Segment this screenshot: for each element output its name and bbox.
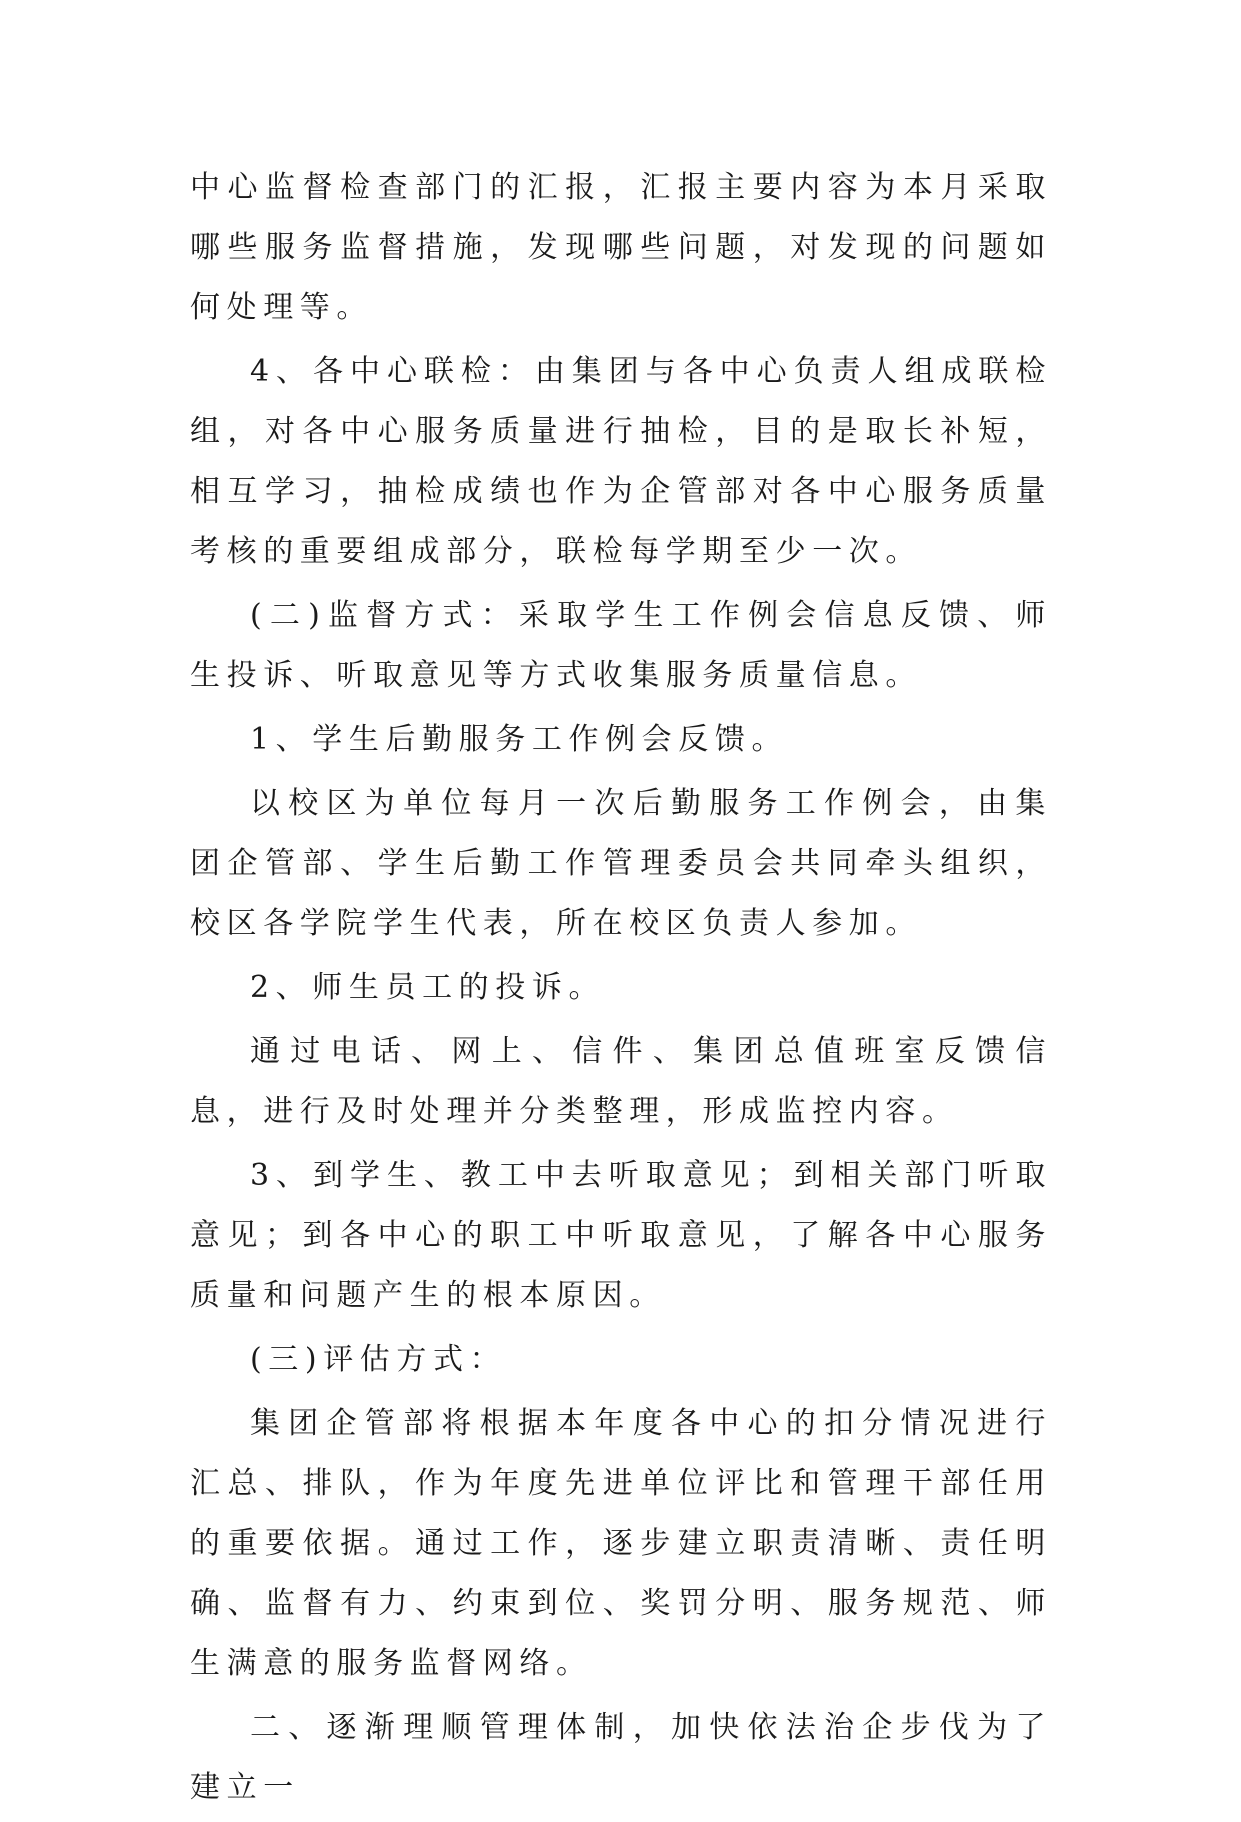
paragraph: 中心监督检查部门的汇报，汇报主要内容为本月采取哪些服务监督措施，发现哪些问题，对发现的问题如何处理等。: [190, 170, 1052, 325]
paragraph: 4、各中心联检：由集团与各中心负责人组成联检组，对各中心服务质量进行抽检，目的是取长补短，相互学习，抽检成绩也作为企管部对各中心服务质量考核的重要组成部分，联检每学期至少一次。: [190, 354, 1052, 569]
document-body: [190, 158, 1052, 1822]
paragraph: (三)评估方式：: [250, 1342, 507, 1377]
paragraph: 以校区为单位每月一次后勤服务工作例会，由集团企管部、学生后勤工作管理委员会共同牵头组织，校区各学院学生代表，所在校区负责人参加。: [190, 786, 1052, 941]
paragraph: 集团企管部将根据本年度各中心的扣分情况进行汇总、排队，作为年度先进单位评比和管理干部任用的重要依据。通过工作，逐步建立职责清晰、责任明确、监督有力、约束到位、奖罚分明、服务规范、师生满意的服务监督网络。: [190, 1406, 1052, 1681]
paragraph: (二)监督方式：采取学生工作例会信息反馈、师生投诉、听取意见等方式收集服务质量信息。: [190, 598, 1052, 693]
paragraph: 1、学生后勤服务工作例会反馈。: [250, 722, 789, 757]
paragraph: 二、逐渐理顺管理体制，加快依法治企步伐为了建立一: [190, 1710, 1052, 1805]
paragraph: 3、到学生、教工中去听取意见；到相关部门听取意见；到各中心的职工中听取意见，了解各中心服务质量和问题产生的根本原因。: [190, 1158, 1052, 1313]
paragraph: 通过电话、网上、信件、集团总值班室反馈信息，进行及时处理并分类整理，形成监控内容。: [190, 1034, 1052, 1129]
paragraph: 2、师生员工的投诉。: [250, 970, 606, 1005]
